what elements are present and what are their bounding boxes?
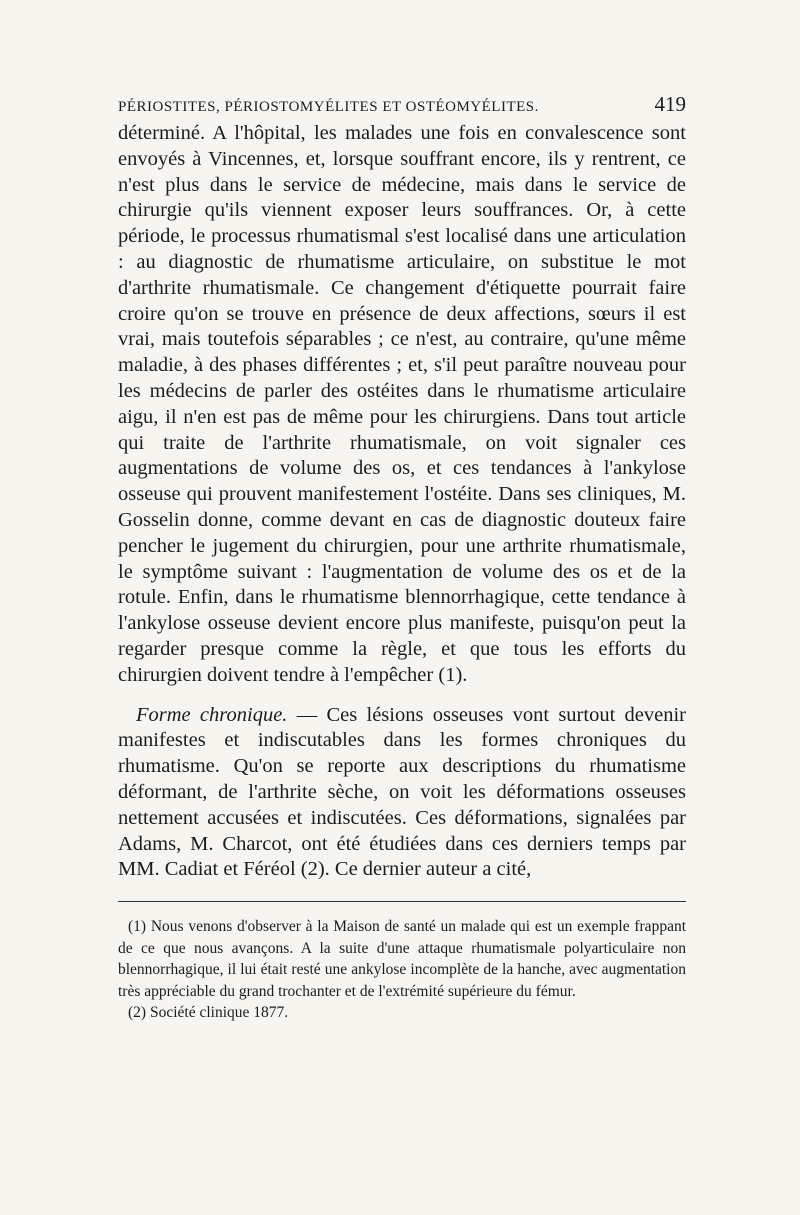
running-title: PÉRIOSTITES, PÉRIOSTOMYÉLITES ET OSTÉOMYÉLITES. — [118, 99, 539, 115]
book-page — [118, 92, 686, 1024]
section-heading: Forme chronique. — [136, 703, 288, 726]
body-paragraph-2-text: — Ces lésions osseuses vont surtout devenir manifestes et indiscutables dans les formes chroniques du rhumatisme. Qu'on se reporte aux descriptions du rhumatisme déformant, de l'arthrite sèche, on voit les déformations osseuses nettement accusées et indiscutées. Ces déformations, signalées par Adams, M. Charcot, ont été étudiées dans ces derniers temps par MM. Cadiat et Féréol (2). Ce dernier auteur a cité, — [118, 703, 687, 881]
running-header — [118, 92, 686, 117]
page-number: 419 — [654, 92, 686, 116]
footnote-2: (2) Société clinique 1877. — [128, 1004, 289, 1022]
footnote-divider — [118, 901, 686, 902]
body-paragraph-1: déterminé. A l'hôpital, les malades une fois en convalescence sont envoyés à Vincennes, et, lorsque souffrant encore, ils y rentrent, ce n'est plus dans le service de médecine, mais dans le service de chirurgie qu'ils viennent exposer leurs souffrances. Or, à cette période, le processus rhumatismal s'est localisé dans une articulation : au diagnostic de rhumatisme articulaire, on substitue le mot d'arthrite rhumatismale. Ce changement d'étiquette pourrait faire croire qu'on se trouve en présence de deux affections, sœurs il est vrai, mais toutefois séparables ; ce n'est, au contraire, qu'une même maladie, à des phases différentes ; et, s'il peut paraître nouveau pour les médecins de parler des ostéites dans le rhumatisme articulaire aigu, il n'en est pas de même pour les chirurgiens. Dans tout article qui traite de l'arthrite rhumatismale, on voit signaler ces augmentations de volume des os, et ces tendances à l'ankylose osseuse qui prouvent manifestement l'ostéite. Dans ses cliniques, M. Gosselin donne, comme devant en cas de diagnostic douteux faire pencher le jugement du chirurgien, pour une arthrite rhumatismale, le symptôme suivant : l'augmentation de volume des os et de la rotule. Enfin, dans le rhumatisme blennorrhagique, cette tendance à l'ankylose osseuse devient encore plus manifeste, puisqu'on peut la regarder presque comme la règle, et que tous les efforts du chirurgien doivent tendre à l'empêcher (1). — [118, 122, 686, 686]
body-paragraph-2 — [118, 703, 686, 884]
footnote-1: (1) Nous venons d'observer à la Maison de santé un malade qui est un exemple frappant de ce que nous avançons. A la suite d'une attaque rhumatismale polyarticulaire non blennorrhagique, il lui était resté une ankylose incomplète de la hanche, avec augmentation très appréciable du grand trochanter et de l'extrémité supérieure du fémur. — [118, 918, 686, 1000]
